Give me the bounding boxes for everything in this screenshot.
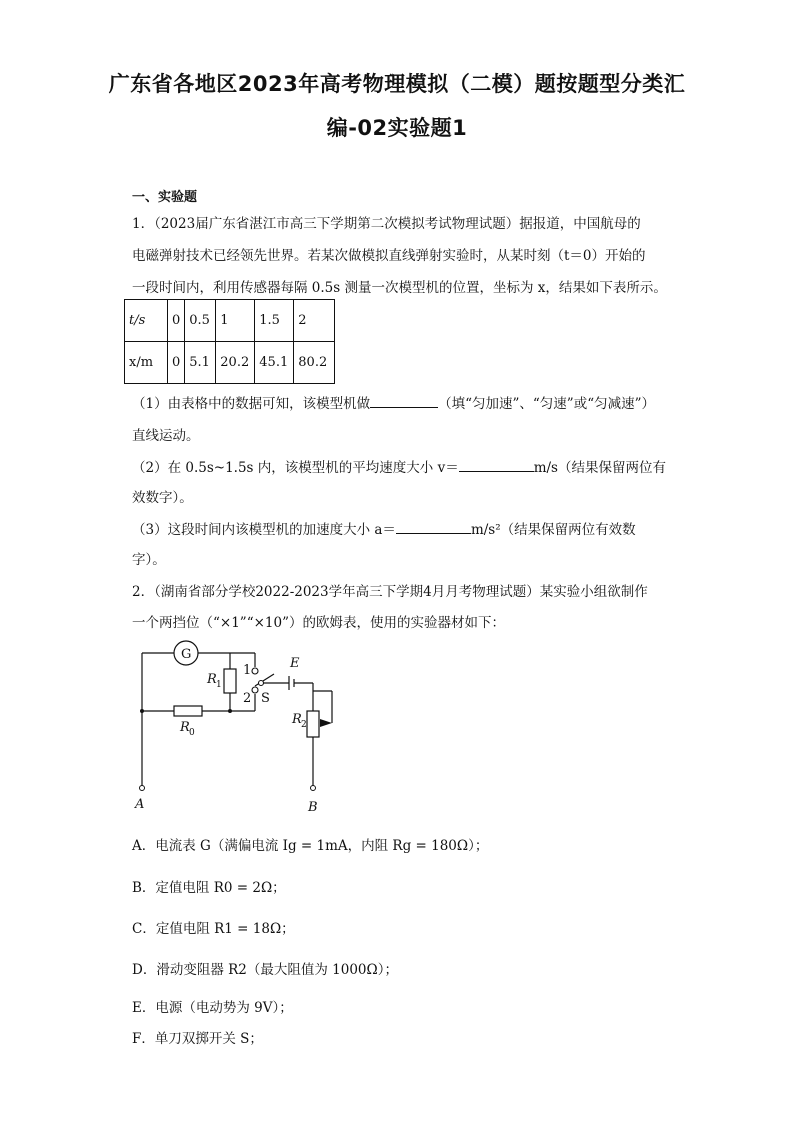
r2-subscript: 2 (301, 720, 307, 730)
table-cell: 1 (216, 300, 255, 342)
r1-subscript: 1 (216, 680, 222, 690)
q1-sub1-text: （1）由表格中的数据可知，该模型机做 (132, 396, 371, 412)
q1-sub3-hint: m/s²（结果保留两位有效数 (470, 522, 636, 538)
answer-blank[interactable] (459, 457, 534, 472)
terminal-a-icon (140, 786, 145, 791)
option-c: C．定值电阻 R1 = 18Ω； (132, 921, 295, 937)
option-e: E．电源（电动势为 9V）； (132, 1000, 293, 1016)
answer-blank[interactable] (396, 519, 471, 534)
resistor-r1-icon (224, 669, 236, 693)
switch-contact-1-icon (252, 668, 258, 674)
answer-blank[interactable] (370, 393, 438, 408)
q2-text-line: 一个两挡位（“×1”“×10”）的欧姆表，使用的实验器材如下： (132, 615, 505, 631)
q1-sub2-cont: 效数字）。 (132, 490, 193, 506)
table-cell: 20.2 (216, 342, 255, 384)
rheostat-slider-icon (320, 719, 332, 727)
switch-pos2-label: 2 (243, 691, 252, 706)
r0-label: R (180, 720, 190, 735)
q1-text-line: 电磁弹射技术已经领先世界。若某次做模拟直线弹射实验时，从某时刻（t＝0）开始的 (132, 248, 646, 264)
galvanometer-label: G (181, 647, 192, 662)
r2-label: R (292, 712, 302, 727)
option-f: F．单刀双掷开关 S； (132, 1031, 263, 1047)
terminal-a-label: A (135, 797, 145, 812)
q1-sub3-text: （3）这段时间内该模型机的加速度大小 a＝ (132, 522, 396, 538)
position-table (124, 299, 335, 384)
section-heading: 一、实验题 (132, 190, 198, 205)
table-cell: 1.5 (255, 300, 294, 342)
table-cell: 45.1 (255, 342, 294, 384)
switch-contact-2-icon (252, 687, 258, 693)
r0-subscript: 0 (189, 728, 195, 738)
q1-text-line: 一段时间内，利用传感器每隔 0.5s 测量一次模型机的位置，坐标为 x，结果如下表所示。 (132, 280, 667, 296)
junction-dot-icon (140, 709, 144, 713)
table-row (125, 300, 335, 342)
table-cell: 0.5 (185, 300, 216, 342)
q1-sub2-text: （2）在 0.5s~1.5s 内，该模型机的平均速度大小 v＝ (132, 460, 459, 476)
table-cell: 5.1 (185, 342, 216, 384)
switch-pivot-icon (259, 681, 264, 686)
q2-text-line: 2．（湖南省部分学校2022-2023学年高三下学期4月月考物理试题）某实验小组欲制作 (132, 584, 648, 600)
switch-pos1-label: 1 (243, 663, 252, 678)
page-title-line2: 编-02实验题1 (326, 116, 468, 140)
q1-sub2-hint: m/s（结果保留两位有 (533, 460, 666, 476)
table-row (125, 342, 335, 384)
table-cell: t/s (125, 300, 168, 342)
q1-sub1-cont: 直线运动。 (132, 428, 200, 444)
resistor-r0-icon (174, 706, 202, 716)
r1-label: R (207, 672, 217, 687)
q1-text-line: 1．（2023届广东省湛江市高三下学期第二次模拟考试物理试题）据报道，中国航母的 (132, 216, 641, 232)
q1-sub3 (132, 518, 636, 538)
q1-sub3-cont: 字）。 (132, 552, 166, 568)
emf-label: E (290, 656, 300, 671)
q1-sub2 (132, 456, 666, 476)
junction-dot-icon (228, 709, 232, 713)
table-cell: x/m (125, 342, 168, 384)
q1-sub1-hint: （填“匀加速”、“匀速”或“匀减速”） (438, 396, 656, 412)
ohmmeter-circuit-diagram (120, 636, 360, 818)
rheostat-r2-icon (307, 711, 319, 737)
table-cell: 0 (168, 342, 185, 384)
switch-label: S (261, 691, 270, 706)
terminal-b-label: B (308, 800, 318, 815)
terminal-b-icon (311, 786, 316, 791)
option-b: B．定值电阻 R0 = 2Ω； (132, 880, 286, 896)
table-cell: 2 (294, 300, 335, 342)
table-cell: 80.2 (294, 342, 335, 384)
q1-sub1 (132, 392, 655, 412)
option-d: D．滑动变阻器 R2（最大阻值为 1000Ω）； (132, 962, 398, 978)
option-a: A．电流表 G（满偏电流 Ig = 1mA，内阻 Rg = 180Ω）； (132, 838, 489, 854)
page-title-line1: 广东省各地区2023年高考物理模拟（二模）题按题型分类汇 (108, 72, 686, 96)
table-cell: 0 (168, 300, 185, 342)
